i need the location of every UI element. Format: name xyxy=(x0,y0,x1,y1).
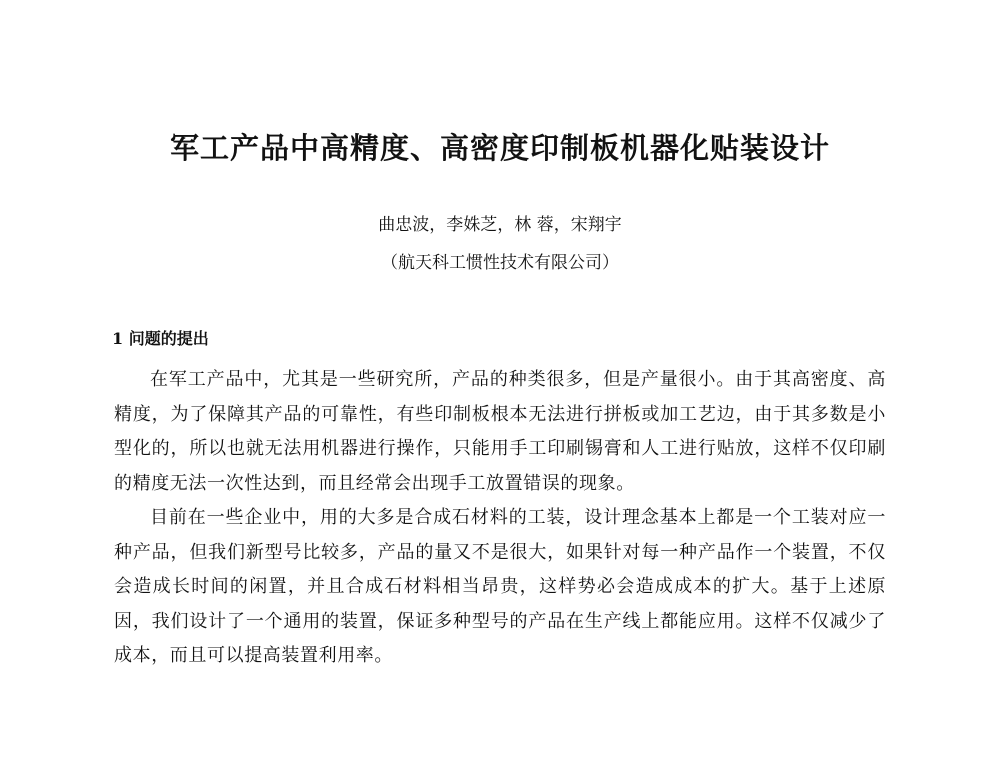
paragraph: 在军工产品中，尤其是一些研究所，产品的种类很多，但是产量很小。由于其高密度、高精度，为了保障其产品的可靠性，有些印制板根本无法进行拼板或加工艺边，由于其多数是小型化的，所以也就无法用机器进行操作，只能用手工印刷锡膏和人工进行贴放，这样不仅印刷的精度无法一次性达到，而且经常会出现手工放置错误的现象。 xyxy=(114,369,886,494)
section-body xyxy=(114,363,886,674)
paper-affiliation: （航天科工惯性技术有限公司） xyxy=(381,253,619,273)
paper-authors: 曲忠波，李姝芝，林 蓉，宋翔宇 xyxy=(378,215,622,235)
paper-title: 军工产品中高精度、高密度印制板机器化贴装设计 xyxy=(169,131,830,165)
section-heading: 1 问题的提出 xyxy=(112,329,209,348)
paragraph: 目前在一些企业中，用的大多是合成石材料的工装，设计理念基本上都是一个工装对应一种产品，但我们新型号比较多，产品的量又不是很大，如果针对每一种产品作一个装置，不仅会造成长时间的闲置，并且合成石材料相当昂贵，这样势必会造成成本的扩大。基于上述原因，我们设计了一个通用的装置，保证多种型号的产品在生产线上都能应用。这样不仅减少了成本，而且可以提高装置利用率。 xyxy=(114,507,886,666)
